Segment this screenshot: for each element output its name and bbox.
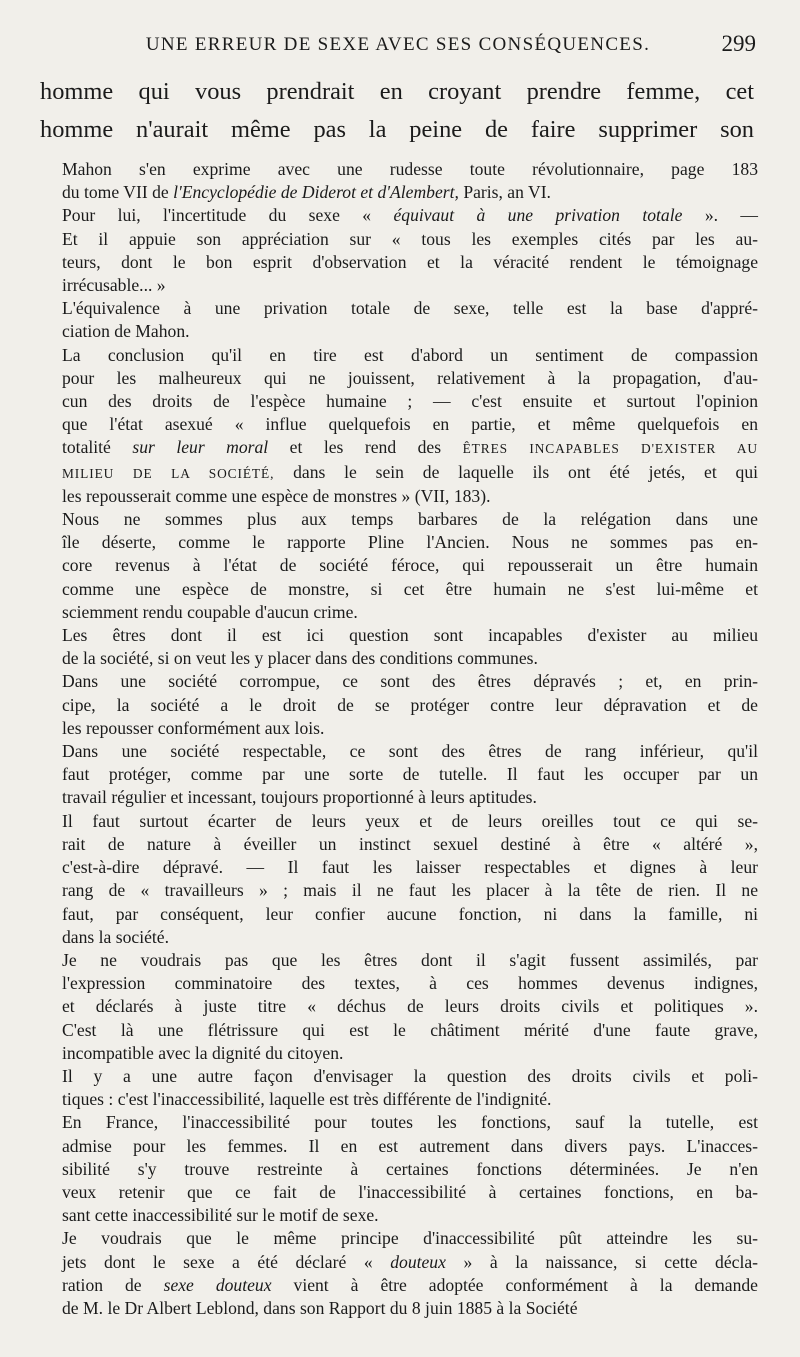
text-run: totalité <box>62 437 133 458</box>
italic-text: équivaut à une privation totale <box>393 205 683 226</box>
italic-text: douteux <box>390 1251 446 1272</box>
text-run: dans la société. <box>62 926 169 947</box>
footnote-line <box>40 856 758 879</box>
text-run: cun des droits de l'espèce humaine ; — c'est ensuite et surtout l'opinion <box>62 391 758 412</box>
footnote-line <box>40 554 758 577</box>
text-run: comme une espèce de monstre, si cet être humain ne s'est lui-même et <box>62 578 758 599</box>
italic-text: l'Encyclopédie de Diderot et d'Alembert, <box>173 182 459 203</box>
footnote-line <box>40 1181 758 1204</box>
text-run: Nous ne sommes plus aux temps barbares de la relégation dans une <box>62 509 758 530</box>
text-run: cipe, la société a le droit de se protéger contre leur dépravation et de <box>62 694 758 715</box>
footnote-paragraph <box>40 344 758 508</box>
text-run: vient à être adoptée conformément à la demande <box>271 1274 758 1295</box>
text-run: Il y a une autre façon d'envisager la question des droits civils et poli- <box>62 1065 758 1086</box>
text-run: les repousserait comme une espèce de monstres » (VII, 183). <box>62 485 491 506</box>
footnote-line <box>40 344 758 367</box>
footnote-line <box>40 601 758 624</box>
footnote-line <box>40 903 758 926</box>
text-run: Pour lui, l'incertitude du sexe « <box>62 205 394 226</box>
footnote-paragraph <box>40 624 758 670</box>
text-run: Il faut surtout écarter de leurs yeux et de leurs oreilles tout ce qui se- <box>62 810 758 831</box>
text-run: ». — <box>682 205 758 226</box>
text-run: île déserte, comme le rapporte Pline l'Ancien. Nous ne sommes pas en- <box>62 532 758 553</box>
footnote-line <box>40 810 758 833</box>
footnote-line <box>40 367 758 390</box>
text-run: ciation de Mahon. <box>62 321 190 342</box>
footnote-line <box>40 1274 758 1297</box>
main-text-line: homme qui vous prendrait en croyant prendre femme, cet <box>40 78 754 105</box>
main-text-line: homme n'aurait même pas la peine de faire supprimer son <box>40 116 754 143</box>
text-run: et les rend des <box>268 437 463 458</box>
footnote-line <box>40 995 758 1018</box>
footnote-line <box>40 670 758 693</box>
small-caps-text: ÊTRES INCAPABLES D'EXISTER AU <box>462 441 758 457</box>
footnote-line <box>40 624 758 647</box>
footnote-line <box>40 181 758 204</box>
footnote-line <box>40 1204 758 1227</box>
footnote-line <box>40 1227 758 1250</box>
footnote-line <box>40 879 758 902</box>
footnote-line <box>40 413 758 436</box>
footnote-line <box>40 390 758 413</box>
text-run: veux retenir que ce fait de l'inaccessibilité à certaines fonctions, en ba- <box>62 1181 758 1202</box>
footnote-paragraph <box>40 1065 758 1111</box>
text-run: tiques : c'est l'inaccessibilité, laquelle est très différente de l'indignité. <box>62 1089 552 1110</box>
footnote-line <box>40 436 758 460</box>
footnote-line <box>40 1135 758 1158</box>
text-run: l'expression comminatoire des textes, à ces hommes devenus indignes, <box>62 973 758 994</box>
italic-text: sexe douteux <box>163 1274 272 1295</box>
page-number: 299 <box>721 31 756 56</box>
text-run: Mahon s'en exprime avec une rudesse toute révolutionnaire, page 183 <box>62 159 758 179</box>
footnote-line <box>40 694 758 717</box>
text-run: Dans une société respectable, ce sont des êtres de rang inférieur, qu'il <box>62 741 758 762</box>
footnote-line <box>40 531 758 554</box>
text-run: sant cette inaccessibilité sur le motif de sexe. <box>62 1205 379 1226</box>
text-run: ration de <box>62 1274 164 1295</box>
text-run: irrécusable... » <box>62 275 166 296</box>
main-text <box>40 73 754 149</box>
text-run: Paris, an VI. <box>458 182 551 203</box>
text-run: incompatible avec la dignité du citoyen. <box>62 1042 344 1063</box>
text-run: du tome VII de <box>62 182 174 203</box>
footnote-line <box>40 1297 758 1320</box>
text-run: Et il appuie son appréciation sur « tous les exemples cités par les au- <box>62 228 758 249</box>
footnote-line <box>40 1065 758 1088</box>
footnote-line <box>40 949 758 972</box>
footnote-paragraph <box>40 670 758 740</box>
small-caps-text: MILIEU DE LA SOCIÉTÉ, <box>62 465 275 481</box>
footnote-line <box>40 1111 758 1134</box>
text-run: teurs, dont le bon esprit d'observation et la véracité rendent le témoignage <box>62 251 758 272</box>
text-run: jets dont le sexe a été déclaré « <box>62 1251 391 1272</box>
footnote-paragraph <box>40 1111 758 1227</box>
text-run: et déclarés à juste titre « déchus de leurs droits civils et politiques ». <box>62 996 758 1017</box>
footnote-line <box>40 833 758 856</box>
footnote-line <box>40 274 758 297</box>
footnote-line <box>40 717 758 740</box>
text-run: de M. le Dr Albert Leblond, dans son Rapport du 8 juin 1885 à la Société <box>62 1297 578 1318</box>
footnote-line <box>40 740 758 763</box>
footnote-paragraph <box>40 810 758 949</box>
text-run: pour les malheureux qui ne jouissent, relativement à la propagation, d'au- <box>62 367 758 388</box>
footnote-line <box>40 1158 758 1181</box>
text-run: rait de nature à éveiller un instinct sexuel destiné à être « altéré », <box>62 833 758 854</box>
footnote-paragraph <box>40 204 758 297</box>
text-run: sibilité s'y trouve restreinte à certaines fonctions déterminées. Je n'en <box>62 1158 758 1179</box>
running-head-title: UNE ERREUR DE SEXE AVEC SES CONSÉQUENCES. <box>145 34 651 55</box>
footnote-line <box>40 158 758 181</box>
text-run: dans le sein de laquelle ils ont été jetés, et qui <box>274 461 759 482</box>
footnote-paragraph <box>40 297 758 343</box>
text-run: Dans une société corrompue, ce sont des êtres dépravés ; et, en prin- <box>62 671 758 692</box>
footnote-line <box>40 763 758 786</box>
text-run: rang de « travailleurs » ; mais il ne faut les placer à la tête de rien. Il ne <box>62 880 758 901</box>
text-run: Je voudrais que le même principe d'inaccessibilité pût atteindre les su- <box>62 1228 758 1249</box>
text-run: core revenus à l'état de société féroce, qui repousserait un être humain <box>62 555 758 576</box>
footnote-line <box>40 320 758 343</box>
text-run: faut protéger, comme par une sorte de tutelle. Il faut les occuper par un <box>62 764 758 785</box>
text-run: sciemment rendu coupable d'aucun crime. <box>62 601 358 622</box>
footnote-line <box>40 786 758 809</box>
text-run: En France, l'inaccessibilité pour toutes les fonctions, sauf la tutelle, est <box>62 1112 758 1133</box>
text-run: La conclusion qu'il en tire est d'abord un sentiment de compassion <box>62 344 758 365</box>
footnote-line <box>40 926 758 949</box>
footnote-paragraph <box>40 949 758 1065</box>
footnote-line <box>40 228 758 251</box>
text-run: » à la naissance, si cette décla- <box>445 1251 759 1272</box>
footnote-block <box>40 158 758 1320</box>
footnote-paragraph <box>40 1227 758 1320</box>
text-run: C'est là une flétrissure qui est le châtiment mérité d'une faute grave, <box>62 1019 758 1040</box>
footnote-line <box>40 1088 758 1111</box>
footnote-paragraph <box>40 508 758 624</box>
text-run: admise pour les femmes. Il en est autrement dans divers pays. L'inacces- <box>62 1135 758 1156</box>
text-run: que l'état asexué « influe quelquefois en partie, et même quelquefois en <box>62 414 758 435</box>
footnote-paragraph <box>40 740 758 810</box>
footnote-line <box>40 251 758 274</box>
text-run: de la société, si on veut les y placer dans des conditions communes. <box>62 648 538 669</box>
footnote-line <box>40 1042 758 1065</box>
footnote-line <box>40 485 758 508</box>
text-run: Les êtres dont il est ici question sont incapables d'exister au milieu <box>62 625 758 646</box>
text-run: c'est-à-dire dépravé. — Il faut les laisser respectables et dignes à leur <box>62 857 758 878</box>
footnote-paragraph <box>40 158 758 204</box>
text-run: L'équivalence à une privation totale de sexe, telle est la base d'appré- <box>62 298 758 319</box>
text-run: faut, par conséquent, leur confier aucune fonction, ni dans la famille, ni <box>62 903 758 924</box>
footnote-line <box>40 972 758 995</box>
running-head <box>40 31 756 58</box>
italic-text: sur leur moral <box>132 437 269 458</box>
footnote-line <box>40 297 758 320</box>
footnote-line <box>40 578 758 601</box>
text-run: les repousser conformément aux lois. <box>62 717 325 738</box>
footnote-line <box>40 1019 758 1042</box>
text-run: Je ne voudrais pas que les êtres dont il s'agit fussent assimilés, par <box>62 949 758 970</box>
footnote-line <box>40 204 758 227</box>
footnote-line <box>40 461 758 485</box>
text-run: travail régulier et incessant, toujours proportionné à leurs aptitudes. <box>62 787 537 808</box>
footnote-line <box>40 647 758 670</box>
footnote-line <box>40 1251 758 1274</box>
footnote-line <box>40 508 758 531</box>
